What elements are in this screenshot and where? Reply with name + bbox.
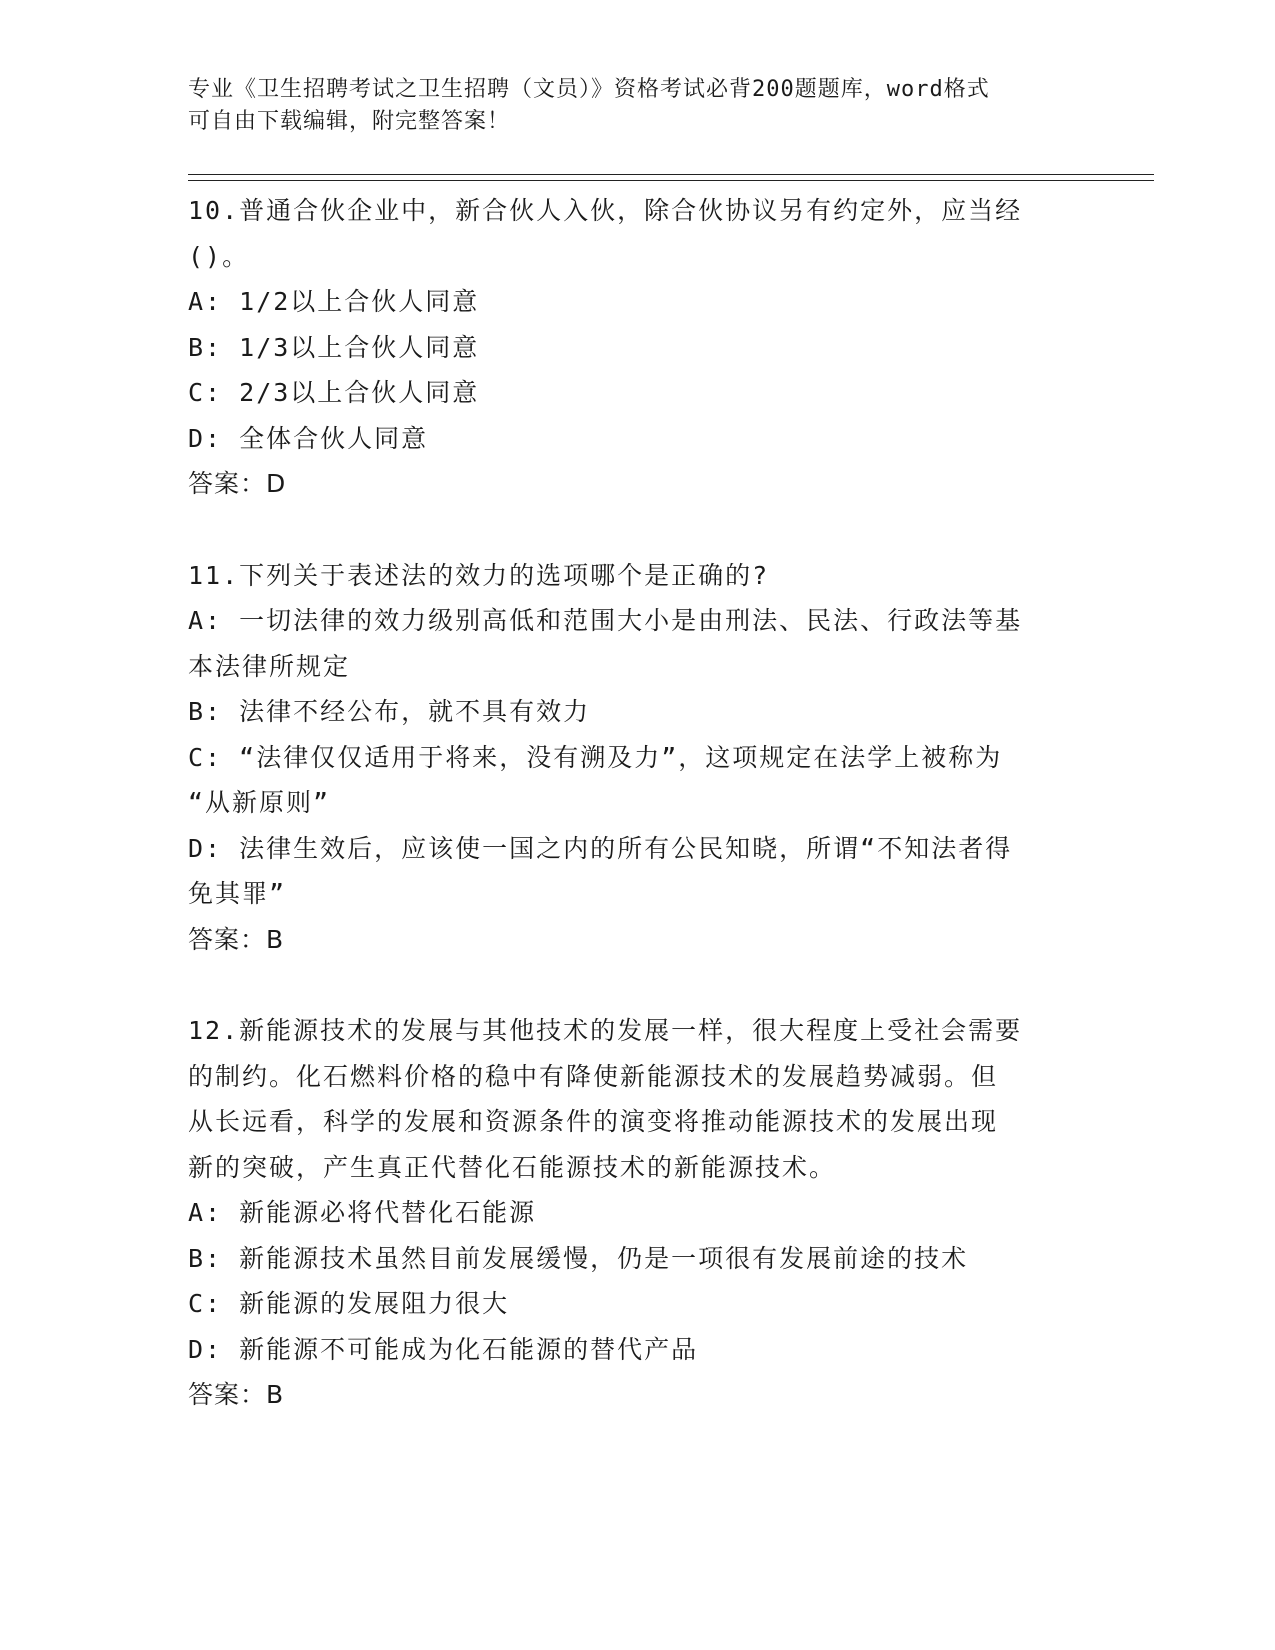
- question-12: [188, 1008, 1068, 1418]
- question-stem: 12.新能源技术的发展与其他技术的发展一样，很大程度上受社会需要: [188, 1016, 1023, 1045]
- question-stem: 从长远看，科学的发展和资源条件的演变将推动能源技术的发展出现: [188, 1107, 999, 1136]
- option-b: B: 法律不经公布，就不具有效力: [188, 697, 591, 726]
- header-title-line-2: 可自由下载编辑，附完整答案！: [188, 109, 511, 134]
- question-list: [188, 188, 1068, 1418]
- question-spacer: [188, 962, 1068, 1008]
- option-d: D: 法律生效后，应该使一国之内的所有公民知晓，所谓“不知法者得: [188, 833, 1013, 863]
- option-d: D: 全体合伙人同意: [188, 423, 429, 453]
- answer-label: 答案：B: [188, 924, 285, 954]
- option-a: A: 新能源必将代替化石能源: [188, 1198, 537, 1227]
- option-d-continued: 免其罪”: [188, 879, 287, 908]
- option-c: C: “法律仅仅适用于将来，没有溯及力”，这项规定在法学上被称为: [188, 742, 1003, 772]
- option-d: D: 新能源不可能成为化石能源的替代产品: [188, 1334, 699, 1364]
- answer-label: 答案：B: [188, 1380, 285, 1409]
- question-stem: 的制约。化石燃料价格的稳中有降使新能源技术的发展趋势减弱。但: [188, 1061, 999, 1091]
- header-divider-top: [188, 174, 1154, 175]
- option-b: B: 1/3以上合伙人同意: [188, 332, 480, 362]
- question-stem: 新的突破，产生真正代替化石能源技术的新能源技术。: [188, 1152, 837, 1182]
- question-stem: ()。: [188, 241, 250, 271]
- header-title-line-1: 专业《卫生招聘考试之卫生招聘（文员）》资格考试必背200题题库，word格式: [188, 77, 990, 102]
- answer-label: 答案：D: [188, 469, 287, 498]
- header-divider-bottom: [188, 180, 1154, 181]
- option-c: C: 2/3以上合伙人同意: [188, 378, 480, 407]
- option-c: C: 新能源的发展阻力很大: [188, 1289, 510, 1318]
- option-c-continued: “从新原则”: [188, 788, 331, 817]
- option-a: A: 一切法律的效力级别高低和范围大小是由刑法、民法、行政法等基: [188, 606, 1023, 635]
- question-stem: 11.下列关于表述法的效力的选项哪个是正确的?: [188, 560, 770, 590]
- question-10: [188, 188, 1068, 507]
- question-spacer: [188, 507, 1068, 553]
- question-11: [188, 553, 1068, 963]
- option-a-continued: 本法律所规定: [188, 651, 351, 681]
- document-header: [188, 74, 1068, 138]
- question-stem: 10.普通合伙企业中，新合伙人入伙，除合伙协议另有约定外，应当经: [188, 196, 1023, 225]
- option-b: B: 新能源技术虽然目前发展缓慢，仍是一项很有发展前途的技术: [188, 1243, 969, 1273]
- option-a: A: 1/2以上合伙人同意: [188, 287, 480, 316]
